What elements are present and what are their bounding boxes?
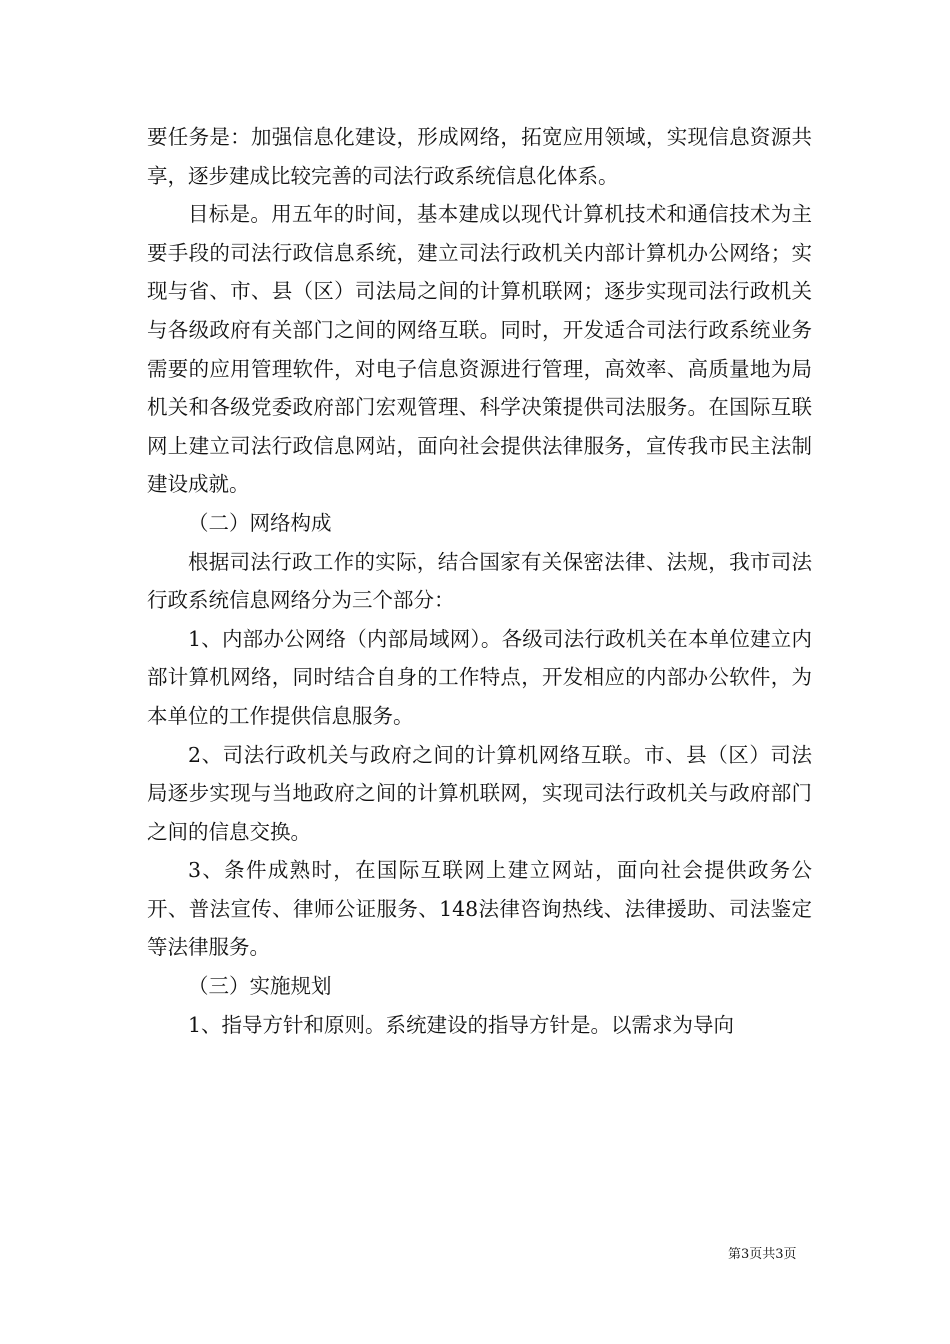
paragraph-goals: 目标是。用五年的时间，基本建成以现代计算机技术和通信技术为主要手段的司法行政信息系统，建立司法行政机关内部计算机办公网络；实现与省、市、县（区）司法局之间的计算机联网；逐步实现司法行政机关与各级政府有关部门之间的网络互联。同时，开发适合司法行政系统业务需要的应用管理软件，对电子信息资源进行管理，高效率、高质量地为局机关和各级党委政府部门宏观管理、科学决策提供司法服务。在国际互联网上建立司法行政信息网站，面向社会提供法律服务，宣传我市民主法制建设成就。 — [147, 202, 812, 497]
section-heading-network: （二）网络构成 — [188, 510, 332, 535]
paragraph-network-part-2: 2、司法行政机关与政府之间的计算机网络互联。市、县（区）司法局逐步实现与当地政府之间的计算机联网，实现司法行政机关与政府部门之间的信息交换。 — [147, 742, 812, 844]
section-heading-plan: （三）实施规划 — [188, 974, 332, 999]
paragraph-main-tasks: 要任务是：加强信息化建设，形成网络，拓宽应用领域，实现信息资源共享，逐步建成比较完善的司法行政系统信息化体系。 — [147, 125, 812, 188]
page-number-footer: 第3页共3页 — [728, 1247, 797, 1262]
paragraph-network-intro: 根据司法行政工作的实际，结合国家有关保密法律、法规，我市司法行政系统信息网络分为三个部分： — [147, 549, 812, 613]
paragraph-network-part-1: 1、内部办公网络（内部局域网）。各级司法行政机关在本单位建立内部计算机网络，同时结合自身的工作特点，开发相应的内部办公软件，为本单位的工作提供信息服务。 — [147, 626, 812, 728]
paragraph-guiding-policy: 1、指导方针和原则。系统建设的指导方针是。以需求为导向 — [188, 1012, 735, 1037]
document-body — [147, 118, 812, 1044]
paragraph-network-part-3: 3、条件成熟时，在国际互联网上建立网站，面向社会提供政务公开、普法宣传、律师公证服务、148法律咨询热线、法律援助、司法鉴定等法律服务。 — [147, 858, 812, 960]
